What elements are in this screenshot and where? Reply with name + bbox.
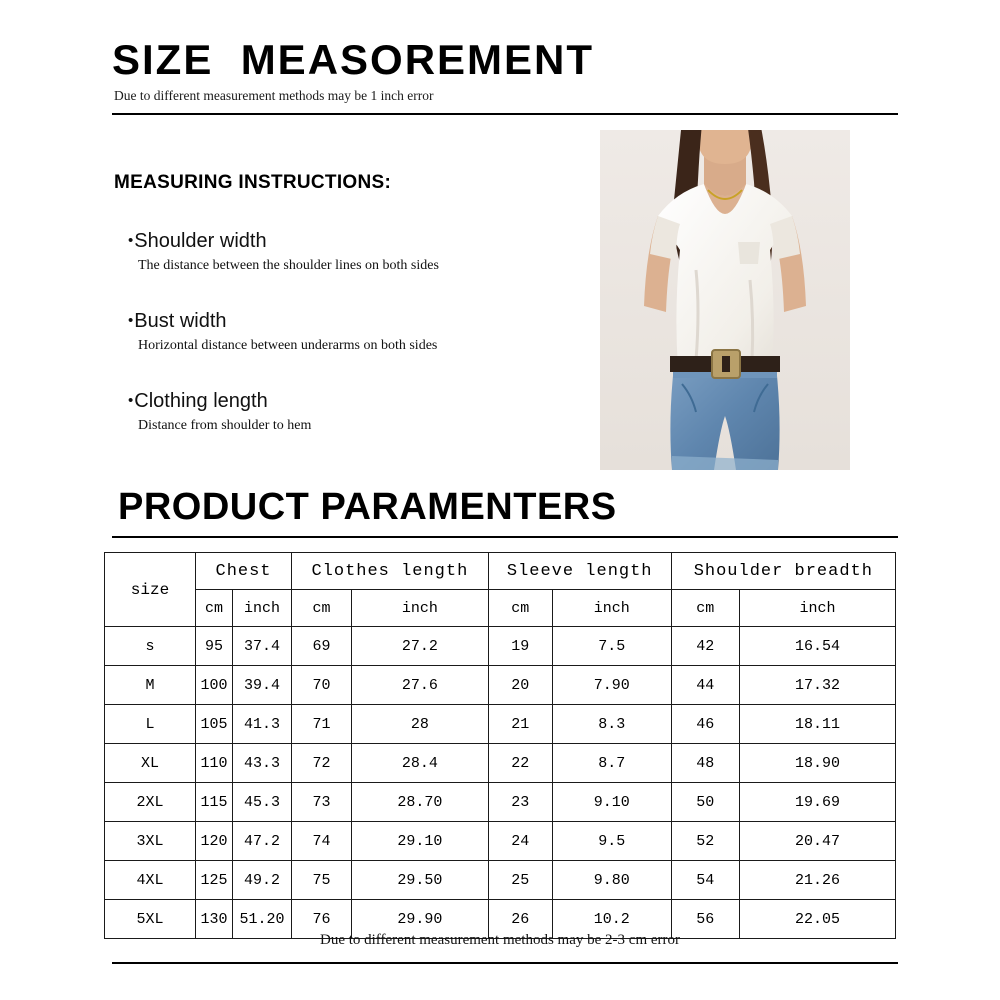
cell: 54 [671, 861, 739, 900]
cell: 46 [671, 705, 739, 744]
cell: 19.69 [739, 783, 895, 822]
instruction-description: Distance from shoulder to hem [138, 418, 312, 433]
cell: 45.3 [232, 783, 291, 822]
cell: 48 [671, 744, 739, 783]
cell: 130 [196, 900, 233, 939]
size-table-container [104, 552, 896, 939]
cell: 42 [671, 627, 739, 666]
cell: 19 [488, 627, 552, 666]
cell: 18.90 [739, 744, 895, 783]
instruction-description: The distance between the shoulder lines on both sides [138, 258, 439, 273]
table-row [105, 627, 896, 666]
cell: 20.47 [739, 822, 895, 861]
cell: 17.32 [739, 666, 895, 705]
cell: 29.10 [351, 822, 488, 861]
instruction-description: Horizontal distance between underarms on both sides [138, 338, 438, 353]
cell: 125 [196, 861, 233, 900]
instruction-label: Bust width [134, 310, 227, 332]
cell: 41.3 [232, 705, 291, 744]
cell: 24 [488, 822, 552, 861]
header-group-clothes-length: Clothes length [292, 553, 489, 590]
cell: 56 [671, 900, 739, 939]
cell: 70 [292, 666, 352, 705]
header-unit-sleeve-cm: cm [488, 590, 552, 627]
header-unit-sleeve-inch: inch [552, 590, 671, 627]
cell: 29.50 [351, 861, 488, 900]
cell: 43.3 [232, 744, 291, 783]
header-group-sleeve-length: Sleeve length [488, 553, 671, 590]
header-unit-clothes-cm: cm [292, 590, 352, 627]
cell: 25 [488, 861, 552, 900]
cell: 100 [196, 666, 233, 705]
cell: 74 [292, 822, 352, 861]
instruction-label: Clothing length [134, 390, 268, 412]
row-size-label: L [105, 705, 196, 744]
cell: 51.20 [232, 900, 291, 939]
header-group-chest: Chest [196, 553, 292, 590]
cell: 39.4 [232, 666, 291, 705]
row-size-label: 3XL [105, 822, 196, 861]
cell: 23 [488, 783, 552, 822]
cell: 22 [488, 744, 552, 783]
bullet-icon: • [128, 232, 134, 249]
cell: 52 [671, 822, 739, 861]
product-parameters-title: PRODUCT PARAMENTERS [118, 486, 617, 528]
cell: 110 [196, 744, 233, 783]
cell: 27.2 [351, 627, 488, 666]
cell: 7.90 [552, 666, 671, 705]
cell: 28 [351, 705, 488, 744]
header-size: size [105, 553, 196, 627]
row-size-label: 2XL [105, 783, 196, 822]
instruction-label: Shoulder width [134, 230, 267, 252]
model-photo-illustration [600, 130, 850, 470]
bullet-icon: • [128, 392, 134, 409]
cell: 8.7 [552, 744, 671, 783]
table-row [105, 822, 896, 861]
instruction-item-shoulder-width [128, 230, 439, 274]
cell: 8.3 [552, 705, 671, 744]
cell: 105 [196, 705, 233, 744]
footer-note: Due to different measurement methods may be 2-3 cm error [319, 932, 680, 948]
row-size-label: M [105, 666, 196, 705]
cell: 18.11 [739, 705, 895, 744]
cell: 95 [196, 627, 233, 666]
footer-divider [112, 962, 898, 964]
cell: 27.6 [351, 666, 488, 705]
header-divider [112, 113, 898, 115]
cell: 76 [292, 900, 352, 939]
cell: 26 [488, 900, 552, 939]
cell: 71 [292, 705, 352, 744]
cell: 21 [488, 705, 552, 744]
cell: 37.4 [232, 627, 291, 666]
header-group-shoulder-breadth: Shoulder breadth [671, 553, 895, 590]
cell: 16.54 [739, 627, 895, 666]
row-size-label: 4XL [105, 861, 196, 900]
header-unit-shoulder-inch: inch [739, 590, 895, 627]
size-table-body [105, 627, 896, 939]
instruction-name [128, 310, 437, 333]
row-size-label: s [105, 627, 196, 666]
cell: 20 [488, 666, 552, 705]
table-row [105, 744, 896, 783]
cell: 69 [292, 627, 352, 666]
header-unit-chest-inch: inch [232, 590, 291, 627]
header-unit-chest-cm: cm [196, 590, 233, 627]
cell: 21.26 [739, 861, 895, 900]
bullet-icon: • [128, 312, 134, 329]
measuring-instructions-heading: MEASURING INSTRUCTIONS: [114, 172, 392, 193]
size-table-head [105, 553, 896, 627]
model-photo [600, 130, 850, 470]
cell: 75 [292, 861, 352, 900]
table-row [105, 705, 896, 744]
row-size-label: XL [105, 744, 196, 783]
instruction-item-bust-width [128, 310, 437, 354]
cell: 120 [196, 822, 233, 861]
table-row [105, 783, 896, 822]
cell: 44 [671, 666, 739, 705]
header-subtitle: Due to different measurement methods may be 1 inch error [114, 88, 434, 103]
cell: 7.5 [552, 627, 671, 666]
instruction-item-clothing-length [128, 390, 311, 434]
cell: 9.80 [552, 861, 671, 900]
instruction-name [128, 230, 439, 253]
table-row [105, 666, 896, 705]
cell: 50 [671, 783, 739, 822]
row-size-label: 5XL [105, 900, 196, 939]
table-row [105, 861, 896, 900]
cell: 47.2 [232, 822, 291, 861]
cell: 28.70 [351, 783, 488, 822]
header-unit-shoulder-cm: cm [671, 590, 739, 627]
table-header-row-units [105, 590, 896, 627]
cell: 9.5 [552, 822, 671, 861]
table-header-row-groups [105, 553, 896, 590]
cell: 28.4 [351, 744, 488, 783]
cell: 10.2 [552, 900, 671, 939]
cell: 22.05 [739, 900, 895, 939]
cell: 115 [196, 783, 233, 822]
size-table [104, 552, 896, 939]
cell: 72 [292, 744, 352, 783]
page-title: SIZE MEASOREMENT [112, 36, 595, 83]
cell: 29.90 [351, 900, 488, 939]
cell: 9.10 [552, 783, 671, 822]
params-divider [112, 536, 898, 538]
cell: 49.2 [232, 861, 291, 900]
cell: 73 [292, 783, 352, 822]
header-unit-clothes-inch: inch [351, 590, 488, 627]
instruction-name [128, 390, 311, 413]
